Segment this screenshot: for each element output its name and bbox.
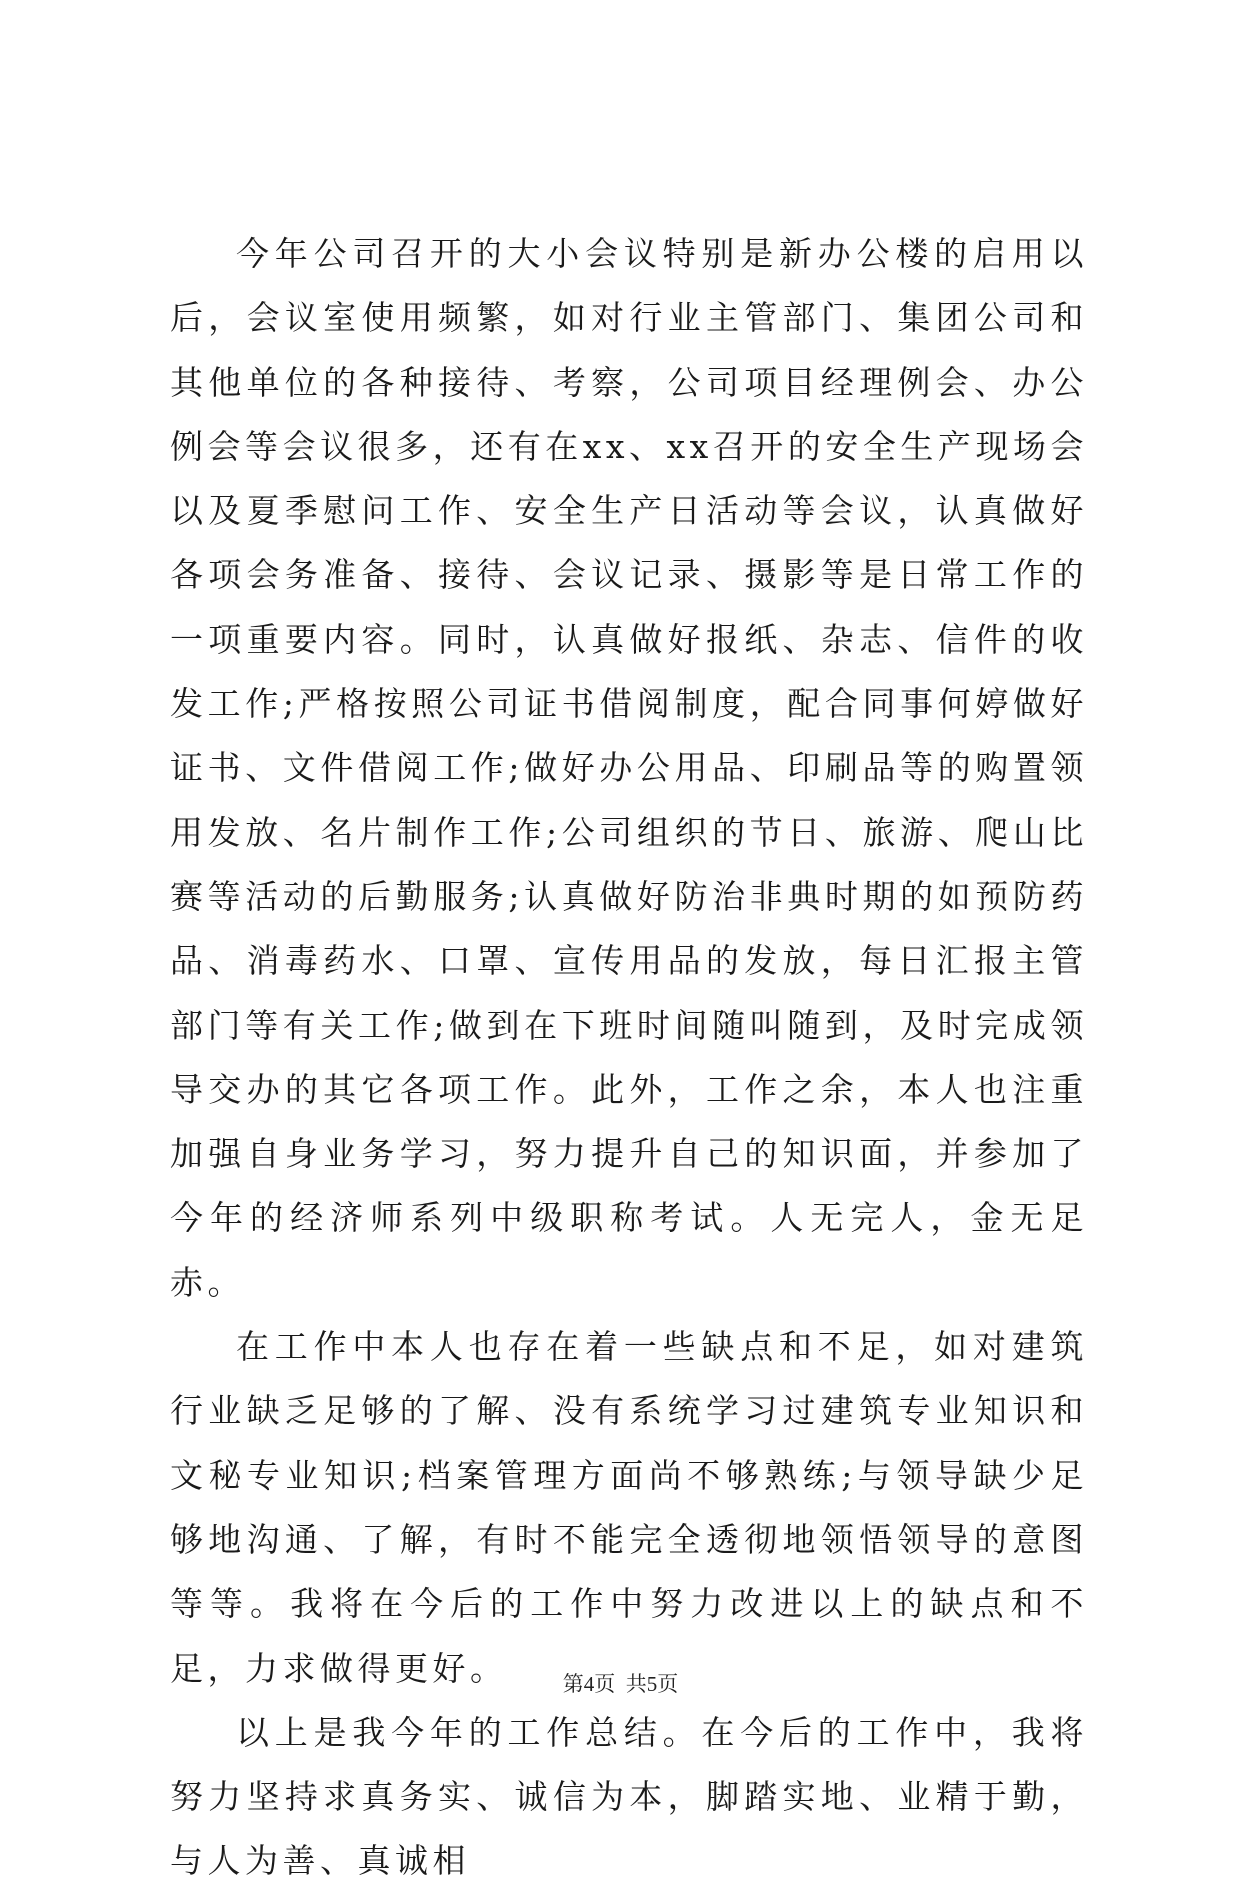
page-number: 第4页 共5页 xyxy=(562,1672,679,1696)
paragraph: 在工作中本人也存在着一些缺点和不足，如对建筑行业缺乏足够的了解、没有系统学习过建筑专业知识和文秘专业知识;档案管理方面尚不够熟练;与领导缺少足够地沟通、了解，有时不能完全透彻地领悟领导的意图等等。我将在今后的工作中努力改进以上的缺点和不足，力求做得更好。 xyxy=(170,1327,1088,1688)
document-body xyxy=(170,222,1088,1894)
paragraph: 以上是我今年的工作总结。在今后的工作中，我将努力坚持求真务实、诚信为本，脚踏实地、业精于勤，与人为善、真诚相 xyxy=(170,1712,1088,1881)
paragraph: 今年公司召开的大小会议特别是新办公楼的启用以后，会议室使用频繁，如对行业主管部门、集团公司和其他单位的各种接待、考察，公司项目经理例会、办公例会等会议很多，还有在xx、xx召开的安全生产现场会以及夏季慰问工作、安全生产日活动等会议，认真做好各项会务准备、接待、会议记录、摄影等是日常工作的一项重要内容。同时，认真做好报纸、杂志、信件的收发工作;严格按照公司证书借阅制度，配合同事何婷做好证书、文件借阅工作;做好办公用品、印刷品等的购置领用发放、名片制作工作;公司组织的节日、旅游、爬山比赛等活动的后勤服务;认真做好防治非典时期的如预防药品、消毒药水、口罩、宣传用品的发放，每日汇报主管部门等有关工作;做到在下班时间随叫随到，及时完成领导交办的其它各项工作。此外，工作之余，本人也注重加强自身业务学习，努力提升自己的知识面，并参加了今年的经济师系列中级职称考试。人无完人，金无足赤。 xyxy=(170,234,1088,1302)
page-footer xyxy=(0,1668,1241,1698)
